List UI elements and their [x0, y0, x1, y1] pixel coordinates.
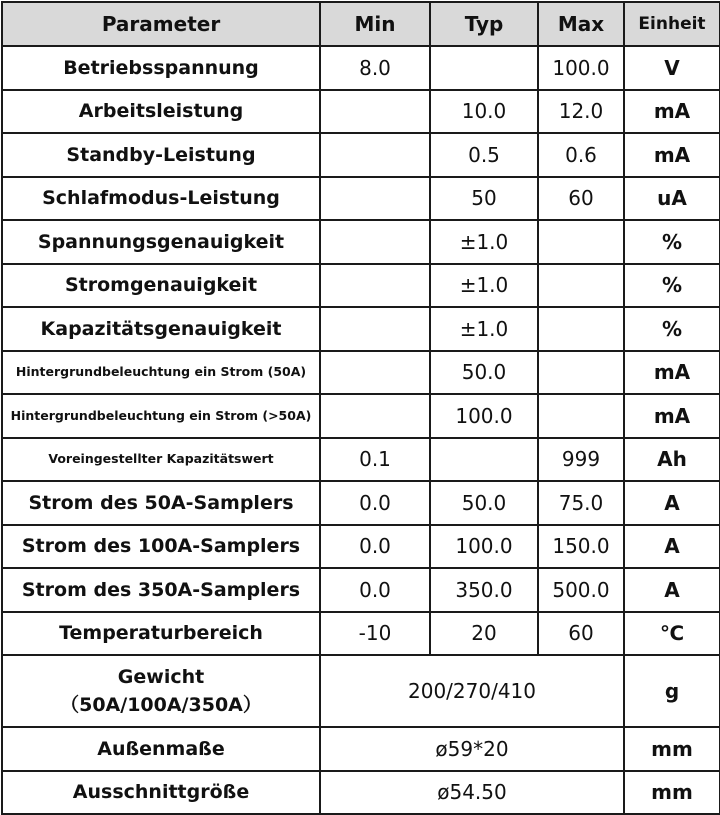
max-cell — [538, 307, 624, 351]
table-row-preset-capacity — [2, 438, 720, 482]
typ-cell: 0.5 — [430, 133, 538, 177]
param-cell: Hintergrundbeleuchtung ein Strom (>50A) — [2, 394, 320, 438]
unit-cell: mA — [624, 351, 720, 395]
min-cell — [320, 351, 430, 395]
unit-cell: % — [624, 264, 720, 308]
table-row-standby-power — [2, 133, 720, 177]
unit-cell: V — [624, 46, 720, 90]
max-cell: 100.0 — [538, 46, 624, 90]
spec-table — [1, 1, 720, 815]
table-row-weight — [2, 655, 720, 727]
table-row-working-power — [2, 90, 720, 134]
table-row-current-accuracy — [2, 264, 720, 308]
header-unit: Einheit — [624, 2, 720, 46]
min-cell — [320, 133, 430, 177]
typ-cell — [430, 438, 538, 482]
min-cell: 0.0 — [320, 525, 430, 569]
typ-cell: 350.0 — [430, 568, 538, 612]
min-cell — [320, 307, 430, 351]
param-cell: Betriebsspannung — [2, 46, 320, 90]
min-cell: 0.0 — [320, 568, 430, 612]
table-row-sampler-100a — [2, 525, 720, 569]
table-row-voltage-accuracy — [2, 220, 720, 264]
param-cell: Strom des 350A-Samplers — [2, 568, 320, 612]
table-row-sampler-50a — [2, 481, 720, 525]
typ-cell: 100.0 — [430, 525, 538, 569]
max-cell: 12.0 — [538, 90, 624, 134]
unit-cell: uA — [624, 177, 720, 221]
min-cell: 0.1 — [320, 438, 430, 482]
header-parameter: Parameter — [2, 2, 320, 46]
typ-cell: ±1.0 — [430, 264, 538, 308]
unit-cell: ℃ — [624, 612, 720, 656]
min-cell: 0.0 — [320, 481, 430, 525]
typ-cell: 50.0 — [430, 481, 538, 525]
param-cell: Ausschnittgröße — [2, 771, 320, 815]
unit-cell: A — [624, 525, 720, 569]
min-cell — [320, 394, 430, 438]
unit-cell: mm — [624, 771, 720, 815]
max-cell: 60 — [538, 612, 624, 656]
max-cell: 60 — [538, 177, 624, 221]
header-min: Min — [320, 2, 430, 46]
unit-cell: A — [624, 481, 720, 525]
max-cell: 0.6 — [538, 133, 624, 177]
max-cell: 75.0 — [538, 481, 624, 525]
unit-cell: mm — [624, 727, 720, 771]
table-row-outer-dimensions — [2, 727, 720, 771]
unit-cell: mA — [624, 90, 720, 134]
typ-cell: ±1.0 — [430, 307, 538, 351]
table-row-temperature-range — [2, 612, 720, 656]
max-cell — [538, 394, 624, 438]
merged-value-cell: ø59*20 — [320, 727, 624, 771]
min-cell: 8.0 — [320, 46, 430, 90]
max-cell — [538, 220, 624, 264]
param-cell: Voreingestellter Kapazitätswert — [2, 438, 320, 482]
param-cell: Standby-Leistung — [2, 133, 320, 177]
min-cell — [320, 177, 430, 221]
table-row-capacity-accuracy — [2, 307, 720, 351]
table-row-backlight-over-50a — [2, 394, 720, 438]
header-row — [2, 2, 720, 46]
table-row-sampler-350a — [2, 568, 720, 612]
param-cell: Strom des 50A-Samplers — [2, 481, 320, 525]
max-cell — [538, 351, 624, 395]
table-row-backlight-50a — [2, 351, 720, 395]
weight-variants-label: （50A/100A/350A） — [60, 694, 262, 716]
param-cell: Arbeitsleistung — [2, 90, 320, 134]
min-cell — [320, 264, 430, 308]
unit-cell: A — [624, 568, 720, 612]
typ-cell: 50.0 — [430, 351, 538, 395]
param-cell: Strom des 100A-Samplers — [2, 525, 320, 569]
typ-cell: 100.0 — [430, 394, 538, 438]
param-cell — [2, 655, 320, 727]
unit-cell: % — [624, 307, 720, 351]
unit-cell: % — [624, 220, 720, 264]
table-row-operating-voltage — [2, 46, 720, 90]
table-row-sleep-power — [2, 177, 720, 221]
weight-label: Gewicht — [117, 665, 205, 688]
unit-cell: g — [624, 655, 720, 727]
max-cell: 150.0 — [538, 525, 624, 569]
typ-cell: 20 — [430, 612, 538, 656]
param-cell: Außenmaße — [2, 727, 320, 771]
unit-cell: mA — [624, 394, 720, 438]
param-cell: Kapazitätsgenauigkeit — [2, 307, 320, 351]
header-typ: Typ — [430, 2, 538, 46]
typ-cell — [430, 46, 538, 90]
param-cell: Spannungsgenauigkeit — [2, 220, 320, 264]
table-row-cutout-size — [2, 771, 720, 815]
param-cell: Schlafmodus-Leistung — [2, 177, 320, 221]
min-cell — [320, 220, 430, 264]
unit-cell: Ah — [624, 438, 720, 482]
typ-cell: 50 — [430, 177, 538, 221]
param-cell: Stromgenauigkeit — [2, 264, 320, 308]
typ-cell: 10.0 — [430, 90, 538, 134]
param-cell: Hintergrundbeleuchtung ein Strom (50A) — [2, 351, 320, 395]
merged-value-cell: ø54.50 — [320, 771, 624, 815]
merged-value-cell: 200/270/410 — [320, 655, 624, 727]
max-cell: 999 — [538, 438, 624, 482]
min-cell — [320, 90, 430, 134]
max-cell: 500.0 — [538, 568, 624, 612]
max-cell — [538, 264, 624, 308]
typ-cell: ±1.0 — [430, 220, 538, 264]
min-cell: -10 — [320, 612, 430, 656]
unit-cell: mA — [624, 133, 720, 177]
header-max: Max — [538, 2, 624, 46]
param-cell: Temperaturbereich — [2, 612, 320, 656]
